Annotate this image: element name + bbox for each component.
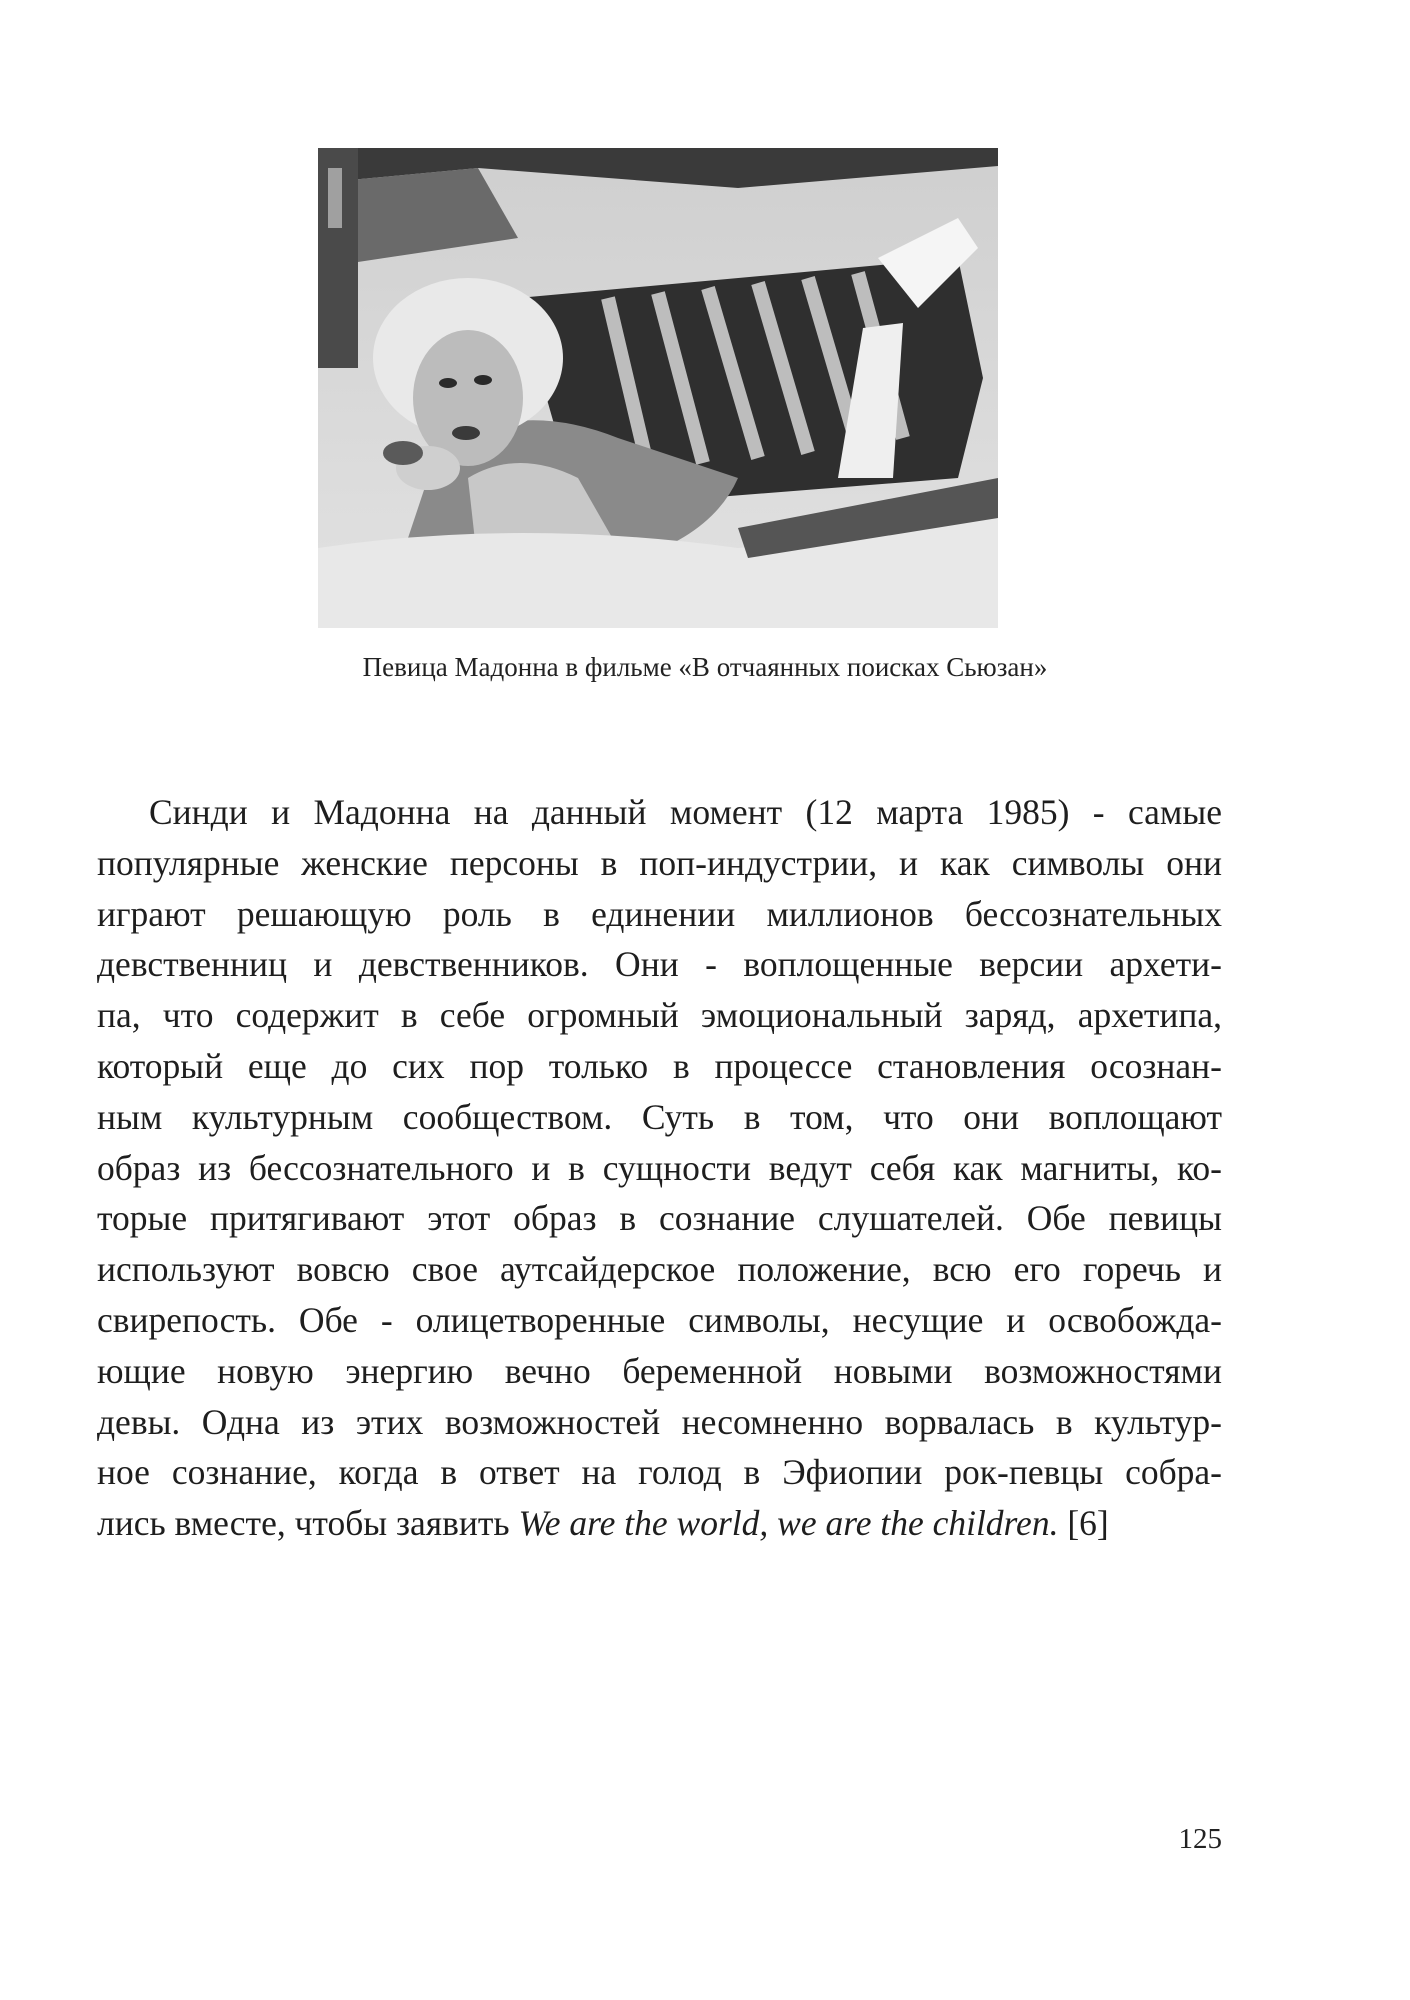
- last-line-start: лись вместе, чтобы заявить: [97, 1503, 519, 1544]
- paragraph-line-10: используют вовсю свое аутсайдерское положение, всю его горечь и: [97, 1249, 1222, 1290]
- paragraph-line-14: ное сознание, когда в ответ на голод в Эфиопии рок-певцы собра-: [97, 1452, 1222, 1493]
- photo-image: [318, 148, 998, 628]
- paragraph-line-3: играют решающую роль в единении миллионов бессознательных: [97, 893, 1222, 934]
- paragraph-line-4: девственниц и девственников. Они - воплощенные версии архети-: [97, 944, 1222, 985]
- paragraph-line-11: свирепость. Обе - олицетворенные символы, несущие и освобожда-: [97, 1299, 1222, 1340]
- paragraph-line-8: образ из бессознательного и в сущности ведут себя как магниты, ко-: [97, 1147, 1222, 1188]
- paragraph-line-2: популярные женские персоны в поп-индустрии, и как символы они: [97, 842, 1222, 883]
- paragraph-line-15: [97, 1498, 1222, 1549]
- paragraph-line-9: торые притягивают этот образ в сознание слушателей. Обе певицы: [97, 1198, 1222, 1239]
- paragraph-line-6: который еще до сих пор только в процессе становления осознан-: [97, 1045, 1222, 1086]
- paragraph-line-7: ным культурным сообществом. Суть в том, что они воплощают: [97, 1096, 1222, 1137]
- figure-caption: Певица Мадонна в фильме «В отчаянных поисках Сьюзан»: [362, 652, 1048, 682]
- paragraph-line-13: девы. Одна из этих возможностей несомненно ворвалась в культур-: [97, 1401, 1222, 1442]
- paragraph-line-5: па, что содержит в себе огромный эмоциональный заряд, архетипа,: [97, 995, 1222, 1036]
- page-number: 125: [1178, 1823, 1222, 1855]
- paragraph-line-12: ющие новую энергию вечно беременной новыми возможностями: [97, 1350, 1222, 1391]
- paragraph-line-1: Синди и Мадонна на данный момент (12 марта 1985) - самые: [149, 792, 1222, 832]
- reference-mark: [6]: [1058, 1503, 1109, 1544]
- photo-madonna: [318, 148, 998, 628]
- song-quote: We are the world, we are the children.: [518, 1503, 1059, 1544]
- body-paragraph: [97, 787, 1222, 1549]
